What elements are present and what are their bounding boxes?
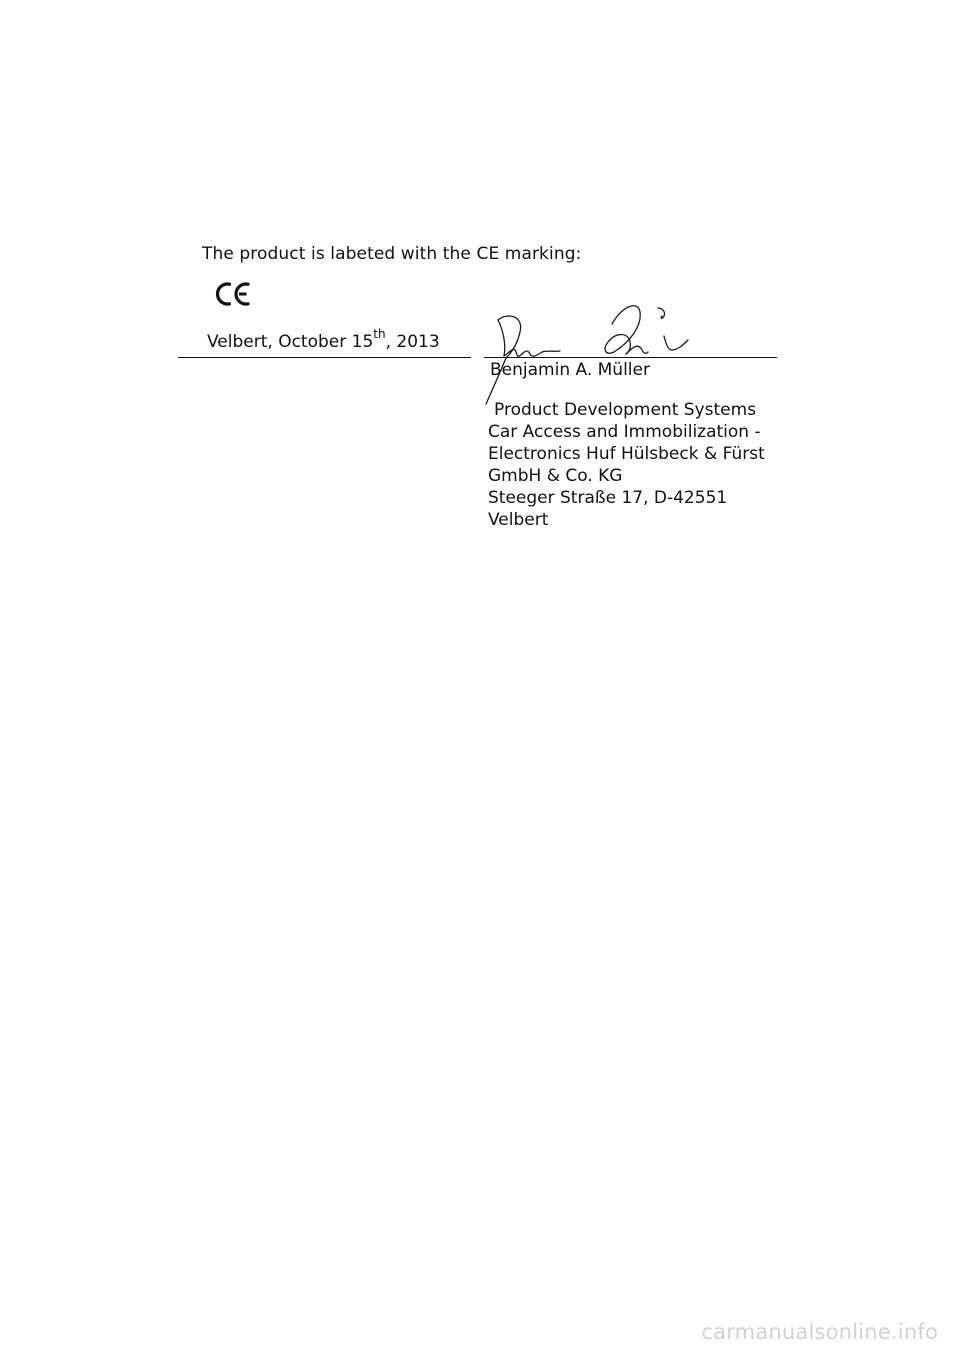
signer-name: Benjamin A. Müller (490, 360, 650, 380)
place-date-year: , 2013 (385, 332, 440, 352)
date-ordinal-suffix: th (373, 327, 386, 341)
signer-department: Product Development Systems (494, 400, 757, 420)
handwritten-signature (480, 296, 700, 412)
signer-street-address: Steeger Straße 17, D-42551 (488, 488, 728, 508)
date-signature-line (178, 357, 471, 358)
site-watermark: carmanualsonline.info (701, 1320, 938, 1344)
ce-mark-icon (214, 280, 254, 308)
signer-division-line-2: Electronics Huf Hülsbeck & Fürst (488, 444, 765, 464)
signer-city: Velbert (488, 510, 549, 530)
signer-company: GmbH & Co. KG (488, 466, 623, 486)
ce-marking-statement: The product is labeted with the CE marking: (202, 244, 582, 264)
place-and-date (207, 327, 440, 352)
signer-division-line-1: Car Access and Immobilization - (488, 422, 761, 442)
signer-details (488, 399, 778, 531)
place-date-prefix: Velbert, October 15 (207, 332, 374, 352)
